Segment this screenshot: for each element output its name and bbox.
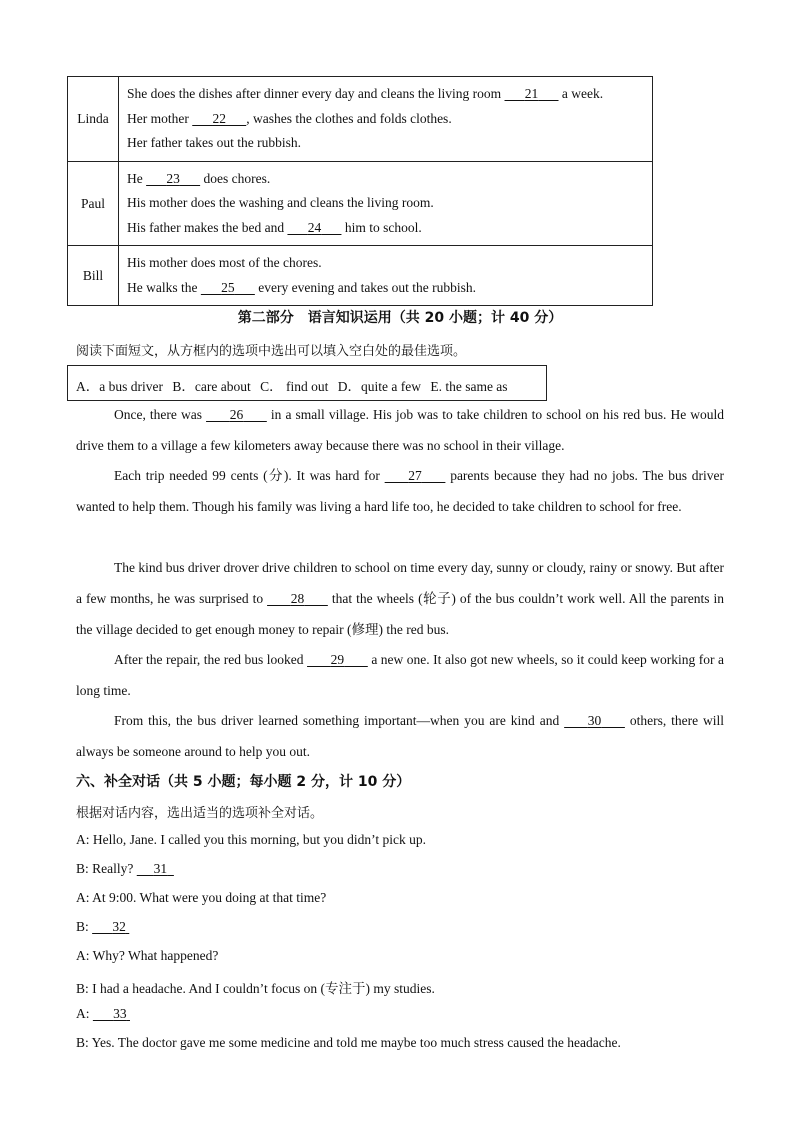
row-lines-cell bbox=[119, 246, 653, 306]
dialogue-line: A: At 9:00. What were you doing at that time? bbox=[76, 890, 327, 905]
table-line: She does the dishes after dinner every day and cleans the living room 21 a week. bbox=[127, 82, 644, 107]
table-line: His mother does the washing and cleans the living room. bbox=[127, 195, 434, 211]
option-c: C． find out bbox=[260, 379, 329, 394]
answer-blank: 25 bbox=[221, 279, 235, 295]
answer-blank: 29 bbox=[330, 652, 345, 667]
dialogue-line: B: 32 bbox=[76, 919, 129, 935]
passage-paragraph: Each trip needed 99 cents (分). It was hard for 27 parents because they had no jobs. The bus driver wanted to help them. Though his family was living a hard life too, he decided to take children to school for free. bbox=[76, 460, 724, 522]
answer-blank: 30 bbox=[587, 713, 602, 728]
dialogue-line: A: Hello, Jane. I called you this morning, but you didn’t pick up. bbox=[76, 832, 426, 847]
passage-paragraph: Once, there was 26 in a small village. His job was to take children to school on his red bus. He would drive them to a village a few kilometers away because there was no school in their village. bbox=[76, 399, 724, 461]
answer-blank: 21 bbox=[524, 86, 539, 102]
answer-blank: 31 bbox=[153, 861, 168, 876]
part6-title: 六、补全对话（共 5 小题；每小题 2 分，计 10 分） bbox=[76, 774, 411, 790]
chores-table bbox=[67, 76, 653, 306]
options-box bbox=[67, 365, 547, 401]
row-name-cell: Linda bbox=[68, 77, 119, 162]
answer-blank: 22 bbox=[212, 110, 226, 126]
table-row bbox=[68, 77, 653, 162]
dialogue-line: A: Why? What happened? bbox=[76, 948, 219, 963]
table-line: He walks the 25 every evening and takes out the rubbish. bbox=[127, 276, 644, 301]
table-line: Her father takes out the rubbish. bbox=[127, 135, 301, 151]
answer-blank: 24 bbox=[307, 219, 322, 235]
answer-blank: 27 bbox=[408, 468, 422, 483]
table-row bbox=[68, 162, 653, 246]
dialogue-line: B: Really? 31 bbox=[76, 861, 174, 877]
row-lines-cell bbox=[119, 77, 653, 162]
passage-paragraph: After the repair, the red bus looked 29 a new one. It also got new wheels, so it could keep working for a long time. bbox=[76, 644, 724, 706]
option-a: A．a bus driver bbox=[76, 379, 163, 394]
answer-blank: 32 bbox=[112, 919, 126, 934]
answer-blank: 26 bbox=[229, 407, 244, 422]
answer-blank: 28 bbox=[290, 591, 305, 606]
answer-blank: 23 bbox=[166, 170, 180, 186]
part2-instruction: 阅读下面短文，从方框内的选项中选出可以填入空白处的最佳选项。 bbox=[76, 344, 467, 359]
options-line bbox=[76, 375, 514, 395]
table-line: He 23 does chores. bbox=[127, 167, 644, 192]
table-line: His father makes the bed and 24 him to school. bbox=[127, 216, 644, 241]
table-row bbox=[68, 246, 653, 306]
dialogue-line: B: Yes. The doctor gave me some medicine and told me maybe too much stress caused the headache. bbox=[76, 1035, 621, 1050]
part2-title: 第二部分 语言知识运用（共 20 小题；计 40 分） bbox=[237, 310, 563, 326]
passage-paragraph: From this, the bus driver learned something important—when you are kind and 30 others, there will always be someone around to help you out. bbox=[76, 705, 724, 767]
dialogue-line: A: 33 bbox=[76, 1006, 130, 1022]
table-line: Her mother 22 , washes the clothes and folds clothes. bbox=[127, 107, 644, 132]
row-name-cell: Bill bbox=[68, 246, 119, 306]
dialogue-line: B: I had a headache. And I couldn’t focus on (专注于) my studies. bbox=[76, 981, 435, 996]
row-lines-cell bbox=[119, 162, 653, 246]
answer-blank: 33 bbox=[113, 1006, 127, 1021]
option-e: E. the same as bbox=[430, 379, 508, 394]
row-name-cell: Paul bbox=[68, 162, 119, 246]
option-b: B．care about bbox=[172, 379, 251, 394]
table-line: His mother does most of the chores. bbox=[127, 255, 322, 270]
passage-paragraph: The kind bus driver drover drive children to school on time every day, sunny or cloudy, rainy or snowy. But after a few months, he was surprised to 28 that the wheels (轮子) of the bus couldn’t work well. All the parents in the village decided to get enough money to repair (修理) the red bus. bbox=[76, 560, 724, 637]
part6-instruction: 根据对话内容，选出适当的选项补全对话。 bbox=[76, 806, 324, 821]
option-d: D．quite a few bbox=[337, 379, 421, 394]
